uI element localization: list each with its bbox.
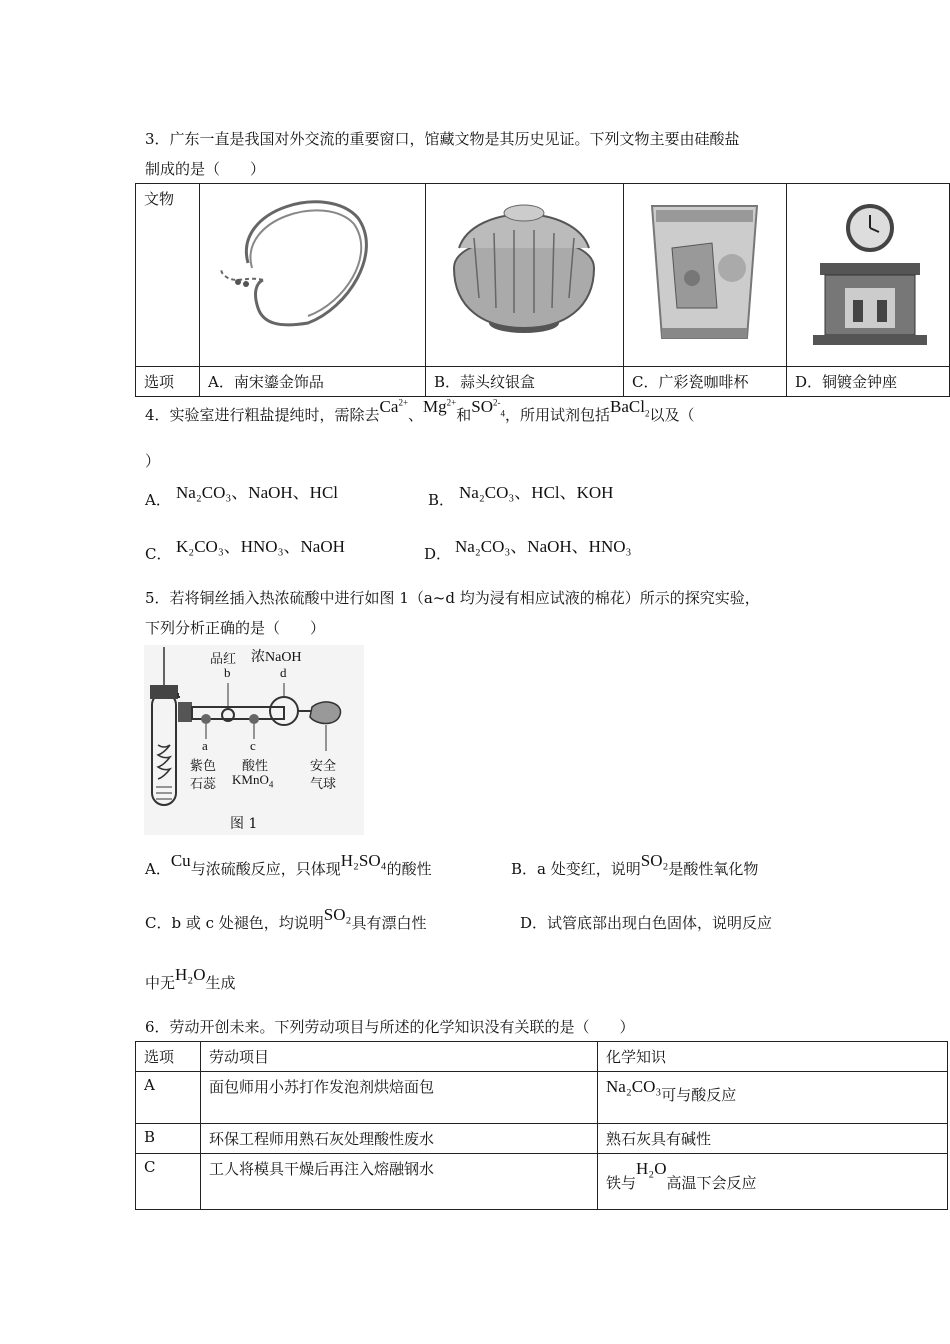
- label-d: d: [280, 665, 287, 680]
- label-c: c: [250, 738, 256, 753]
- q5-option-a: A．Cu与浓硫酸反应，只体现H₂SO₄的酸性: [145, 851, 432, 878]
- q3-stem-line2: 制成的是（ ）: [145, 160, 266, 178]
- table-row: [136, 1072, 948, 1124]
- q5-stem-line2: 下列分析正确的是（ ）: [145, 619, 326, 637]
- q4-option-b: Na₂CO₃、HCl、KOH: [459, 483, 614, 502]
- q6-table: [135, 1041, 948, 1210]
- q5-stem-line1: 5．若将铜丝插入热浓硫酸中进行如图 1（a~d 均为浸有相应试液的棉花）所示的探究实验，: [145, 589, 760, 607]
- row-knowledge: 铁与H₂O高温下会反应: [598, 1154, 948, 1210]
- formula-bacl2: BaCl$_2$: [610, 397, 650, 419]
- col-header-labor: 劳动项目: [201, 1042, 598, 1072]
- q4-option-b-label: B．: [428, 491, 455, 509]
- label-kmno4: KMnO$_4$: [232, 772, 274, 790]
- row-labor: 工人将模具干燥后再注入熔融钢水: [201, 1154, 598, 1210]
- options-row-header: 选项: [136, 367, 200, 397]
- option-c: C．广彩瓷咖啡杯: [624, 367, 787, 397]
- row-knowledge: 熟石灰具有碱性: [598, 1124, 948, 1154]
- q4-option-c-label: C．: [145, 545, 172, 563]
- option-b: B．蒜头纹银盒: [426, 367, 624, 397]
- q5-option-d-line2: 中无H₂O生成: [145, 965, 236, 992]
- label-safety-1: 安全: [310, 759, 337, 774]
- row-option: B: [136, 1124, 201, 1154]
- label-a: a: [202, 738, 208, 753]
- table-row: [136, 1154, 948, 1210]
- q4-stem-close: ）: [145, 452, 161, 470]
- table-row: [136, 1124, 948, 1154]
- experiment-figure: [144, 645, 364, 835]
- q4-option-a-label: A．: [145, 491, 171, 509]
- q4-option-c: K₂CO₃、HNO₃、NaOH: [176, 537, 345, 556]
- q6-stem: 6．劳动开创未来。下列劳动项目与所述的化学知识没有关联的是（ ）: [145, 1018, 635, 1036]
- row-option: A: [136, 1072, 201, 1124]
- label-ziseshirui-1: 紫色: [190, 759, 217, 774]
- q5-option-b: B．a 处变红，说明SO₂是酸性氧化物: [511, 851, 759, 878]
- q4-stem-line1: 4．实验室进行粗盐提纯时，需除去$Ca^{2+}$、$Mg^{2+}$和$SO^{2-}_4$，所用试剂包括BaCl$_2$以及（: [145, 397, 695, 424]
- artifact-image-d: [787, 184, 950, 367]
- artifact-image-a: [200, 184, 426, 367]
- label-safety-2: 气球: [310, 777, 337, 792]
- q4-option-d: Na₂CO₃、NaOH、HNO₃: [455, 537, 632, 556]
- q4-option-a: Na₂CO₃、NaOH、HCl: [176, 483, 339, 502]
- q3-stem-line1: 3．广东一直是我国对外交流的重要窗口，馆藏文物是其历史见证。下列文物主要由硅酸盐: [145, 130, 740, 148]
- artifact-row-header: 文物: [136, 184, 200, 367]
- option-d: D．铜镀金钟座: [787, 367, 950, 397]
- label-b: b: [224, 665, 231, 680]
- row-labor: 面包师用小苏打作发泡剂烘焙面包: [201, 1072, 598, 1124]
- q5-option-d-line1: D．试管底部出现白色固体，说明反应: [520, 914, 773, 932]
- row-knowledge: Na₂CO₃可与酸反应: [598, 1072, 948, 1124]
- formula-mg: $Mg^{2+}$: [423, 397, 457, 416]
- row-labor: 环保工程师用熟石灰处理酸性废水: [201, 1124, 598, 1154]
- label-pinhong: 品红: [210, 652, 237, 667]
- q5-option-c: C．b 或 c 处褪色，均说明SO₂具有漂白性: [145, 905, 427, 932]
- row-option: C: [136, 1154, 201, 1210]
- label-naoh: 浓NaOH: [251, 650, 302, 665]
- q4-option-d-label: D．: [424, 545, 452, 563]
- figure-caption: 图 1: [230, 816, 258, 832]
- artifact-image-b: [426, 184, 624, 367]
- col-header-option: 选项: [136, 1042, 201, 1072]
- q3-artifact-table: [135, 183, 950, 397]
- artifact-image-c: [624, 184, 787, 367]
- label-acidic-1: 酸性: [242, 759, 269, 774]
- formula-so4: $SO^{2-}_4$: [471, 397, 505, 419]
- option-a: A．南宋鎏金饰品: [200, 367, 426, 397]
- col-header-knowledge: 化学知识: [598, 1042, 948, 1072]
- formula-ca: $Ca^{2+}$: [379, 397, 409, 416]
- label-ziseshirui-2: 石蕊: [190, 777, 217, 792]
